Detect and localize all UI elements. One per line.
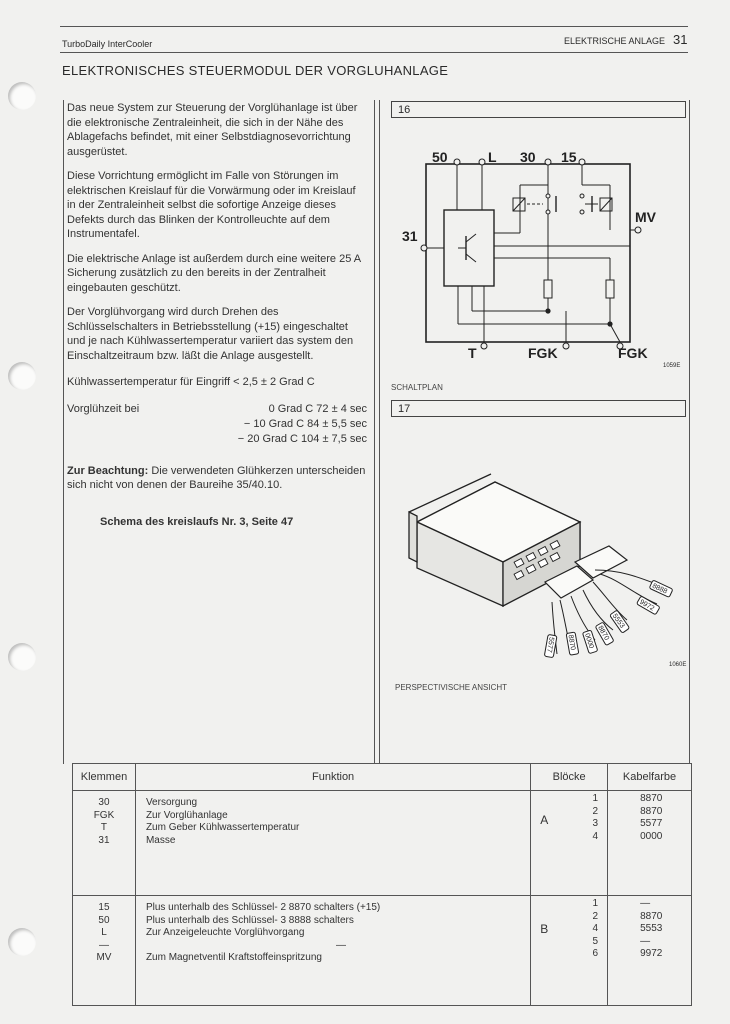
note bbox=[67, 464, 367, 493]
klemme: 31 bbox=[98, 834, 110, 846]
block-cell-b bbox=[531, 896, 608, 1006]
kabelfarbe: — bbox=[640, 898, 651, 909]
klemme: 50 bbox=[98, 914, 110, 926]
block-number: 4 bbox=[592, 830, 599, 842]
klemme: 30 bbox=[98, 797, 110, 808]
klemme: FGK bbox=[93, 809, 115, 821]
kabelfarbe: 0000 bbox=[640, 830, 663, 842]
glow-time-1: 0 Grad C 72 ± 4 sec bbox=[268, 402, 367, 415]
note-label: Zur Beachtung: bbox=[67, 464, 149, 477]
terminal-50: 50 bbox=[432, 149, 448, 165]
terminal-FGK-2: FGK bbox=[618, 345, 648, 361]
kabelfarbe: 8870 bbox=[640, 793, 663, 804]
funktion: Plus unterhalb des Schlüssel- 2 8870 schalters (+15) bbox=[145, 902, 381, 913]
block-number: 1 bbox=[592, 898, 599, 909]
terminal-FGK-1: FGK bbox=[528, 345, 558, 361]
kabelfarbe: 8870 bbox=[640, 805, 663, 817]
glow-label: Vorglühzeit bei bbox=[67, 402, 140, 415]
kabelfarbe: 8870 bbox=[640, 910, 663, 922]
klemme: 15 bbox=[98, 902, 110, 913]
figure-17-number: 17 bbox=[398, 403, 411, 415]
header-bloecke: Blöcke bbox=[531, 764, 608, 791]
header-klemmen: Klemmen bbox=[73, 764, 136, 791]
figure-17-code: 1060E bbox=[669, 662, 687, 668]
block-letter: A bbox=[540, 813, 549, 827]
terminal-15: 15 bbox=[561, 149, 577, 165]
schematic-diagram bbox=[380, 118, 690, 378]
control-unit-box bbox=[444, 210, 494, 286]
block-number: 6 bbox=[592, 948, 599, 959]
klemme: T bbox=[100, 822, 108, 833]
figure-17-label bbox=[391, 400, 686, 417]
figure-17-caption: PERSPECTIVISCHE ANSICHT bbox=[395, 683, 508, 692]
binder-hole-3 bbox=[8, 643, 36, 671]
header-kabelfarbe: Kabelfarbe bbox=[608, 764, 692, 791]
binder-hole-1 bbox=[8, 82, 36, 110]
cable-tag-2: 9972 bbox=[638, 598, 656, 613]
left-column-rule bbox=[63, 100, 64, 764]
klemme: — bbox=[98, 939, 109, 951]
paragraph-3: Die elektrische Anlage ist außerdem durch eine weitere 25 A Sicherung zusätzlich zu den bereits in der Zentralheit eingebauten geschützt. bbox=[67, 252, 361, 294]
note-text: Die verwendeten Glühkerzen unterscheiden sich nicht von denen der Baureihe 35/40.10. bbox=[67, 464, 366, 491]
block-number: 2 bbox=[592, 805, 599, 817]
header-funktion: Funktion bbox=[135, 764, 530, 791]
klemme: L bbox=[101, 927, 107, 938]
kabelfarbe: 5577 bbox=[640, 818, 663, 829]
header-bottom-rule bbox=[60, 52, 688, 53]
cable-tag-5: 0000 bbox=[583, 632, 595, 650]
terminal-function-table bbox=[72, 763, 692, 1006]
terminal-31: 31 bbox=[402, 228, 418, 244]
terminal-30: 30 bbox=[520, 149, 536, 165]
funktion-cell-a bbox=[135, 791, 530, 896]
cable-tag-4: 8870 bbox=[596, 624, 611, 642]
figure-16-number: 16 bbox=[398, 104, 411, 116]
klemmen-cell-b bbox=[73, 896, 136, 1006]
block-number: 2 bbox=[592, 910, 599, 922]
cable-tag-7: 5577 bbox=[545, 636, 555, 653]
funktion: Zur Anzeigeleuchte Vorglühvorgang bbox=[145, 927, 305, 938]
paragraph-1: Das neue System zur Steuerung der Vorglühanlage ist über die elektronische Zentraleinheit, die sich in der Nähe des Ablagefachs befindet, mit einer Selbstdiagnosevorrichtung ausgerüstet. bbox=[67, 102, 358, 158]
funktion-cell-b bbox=[135, 896, 530, 1006]
cable-tag-6: 8870 bbox=[566, 634, 577, 651]
header-left: TurboDaily InterCooler bbox=[62, 39, 153, 49]
kabelfarbe: 5553 bbox=[640, 923, 663, 934]
threshold-line: Kühlwassertemperatur für Eingriff < 2,5 ± 2 Grad C bbox=[67, 376, 315, 388]
binder-hole-4 bbox=[8, 928, 36, 956]
funktion: Zum Magnetventil Kraftstoffeinspritzung bbox=[145, 952, 322, 963]
terminal-T: T bbox=[468, 345, 477, 361]
glow-times bbox=[67, 402, 367, 452]
cable-tag-1: 8888 bbox=[651, 582, 669, 596]
paragraph-2: Diese Vorrichtung ermöglicht im Falle von Störungen im elektrischen Kreislauf für die Vorwärmung oder im Kreislauf in der Zentraleinheit selbst die sofortige Anzeige dieses Defekts durch das Blinken der Kontrolleuchte auf dem Instrumentafel. bbox=[67, 170, 356, 240]
funktion: Masse bbox=[145, 834, 176, 846]
glow-time-3: − 20 Grad C 104 ± 7,5 sec bbox=[237, 432, 367, 445]
funktion: Versorgung bbox=[145, 797, 198, 808]
block-number: 4 bbox=[592, 923, 599, 934]
farbe-cell-a bbox=[608, 791, 692, 896]
farbe-cell-b bbox=[608, 896, 692, 1006]
block-number: 5 bbox=[592, 935, 599, 947]
schema-reference: Schema des kreislaufs Nr. 3, Seite 47 bbox=[100, 515, 294, 528]
block-number: 1 bbox=[592, 793, 599, 804]
klemmen-cell-a bbox=[73, 791, 136, 896]
funktion: Zur Vorglühanlage bbox=[145, 809, 228, 821]
table-row bbox=[73, 791, 692, 896]
header-top-rule bbox=[60, 26, 688, 27]
block-letter: B bbox=[540, 922, 549, 936]
header-right: ELEKTRISCHE ANLAGE bbox=[564, 36, 666, 46]
kabelfarbe: — bbox=[640, 935, 651, 947]
table-row bbox=[73, 896, 692, 1006]
table-header-row bbox=[73, 764, 692, 791]
text-column bbox=[67, 101, 367, 529]
figure-16-caption: SCHALTPLAN bbox=[391, 383, 443, 392]
klemme: MV bbox=[96, 952, 112, 963]
page-number: 31 bbox=[673, 32, 688, 47]
paragraph-4: Der Vorglühvorgang wird durch Drehen des Schlüsselschalters in Betriebsstellung (+15) eingeschaltet und je nach Kühlwassertemperatur variiert das system den Einschaltzeitraum bzw. läßt die Anlage ausgestellt. bbox=[67, 306, 354, 362]
funktion: Zum Geber Kühlwassertemperatur bbox=[145, 822, 300, 833]
block-number: 3 bbox=[592, 818, 599, 829]
terminal-MV: MV bbox=[635, 209, 656, 225]
cable-tag-3: 5553 bbox=[610, 612, 626, 630]
control-unit-illustration bbox=[395, 470, 690, 670]
glow-time-2: − 10 Grad C 84 ± 5,5 sec bbox=[243, 417, 367, 430]
page-title: ELEKTRONISCHES STEUERMODUL DER VORGLUHANLAGE bbox=[62, 63, 449, 78]
center-column-rule-1 bbox=[374, 100, 375, 764]
binder-hole-2 bbox=[8, 362, 36, 390]
block-cell-a bbox=[531, 791, 608, 896]
terminal-L: L bbox=[488, 149, 497, 165]
funktion: Plus unterhalb des Schlüssel- 3 8888 schalters bbox=[145, 914, 354, 926]
figure-16-code: 1059E bbox=[663, 363, 681, 369]
figure-16-label bbox=[391, 101, 686, 118]
kabelfarbe: 9972 bbox=[640, 948, 663, 959]
funktion: — bbox=[335, 939, 346, 951]
